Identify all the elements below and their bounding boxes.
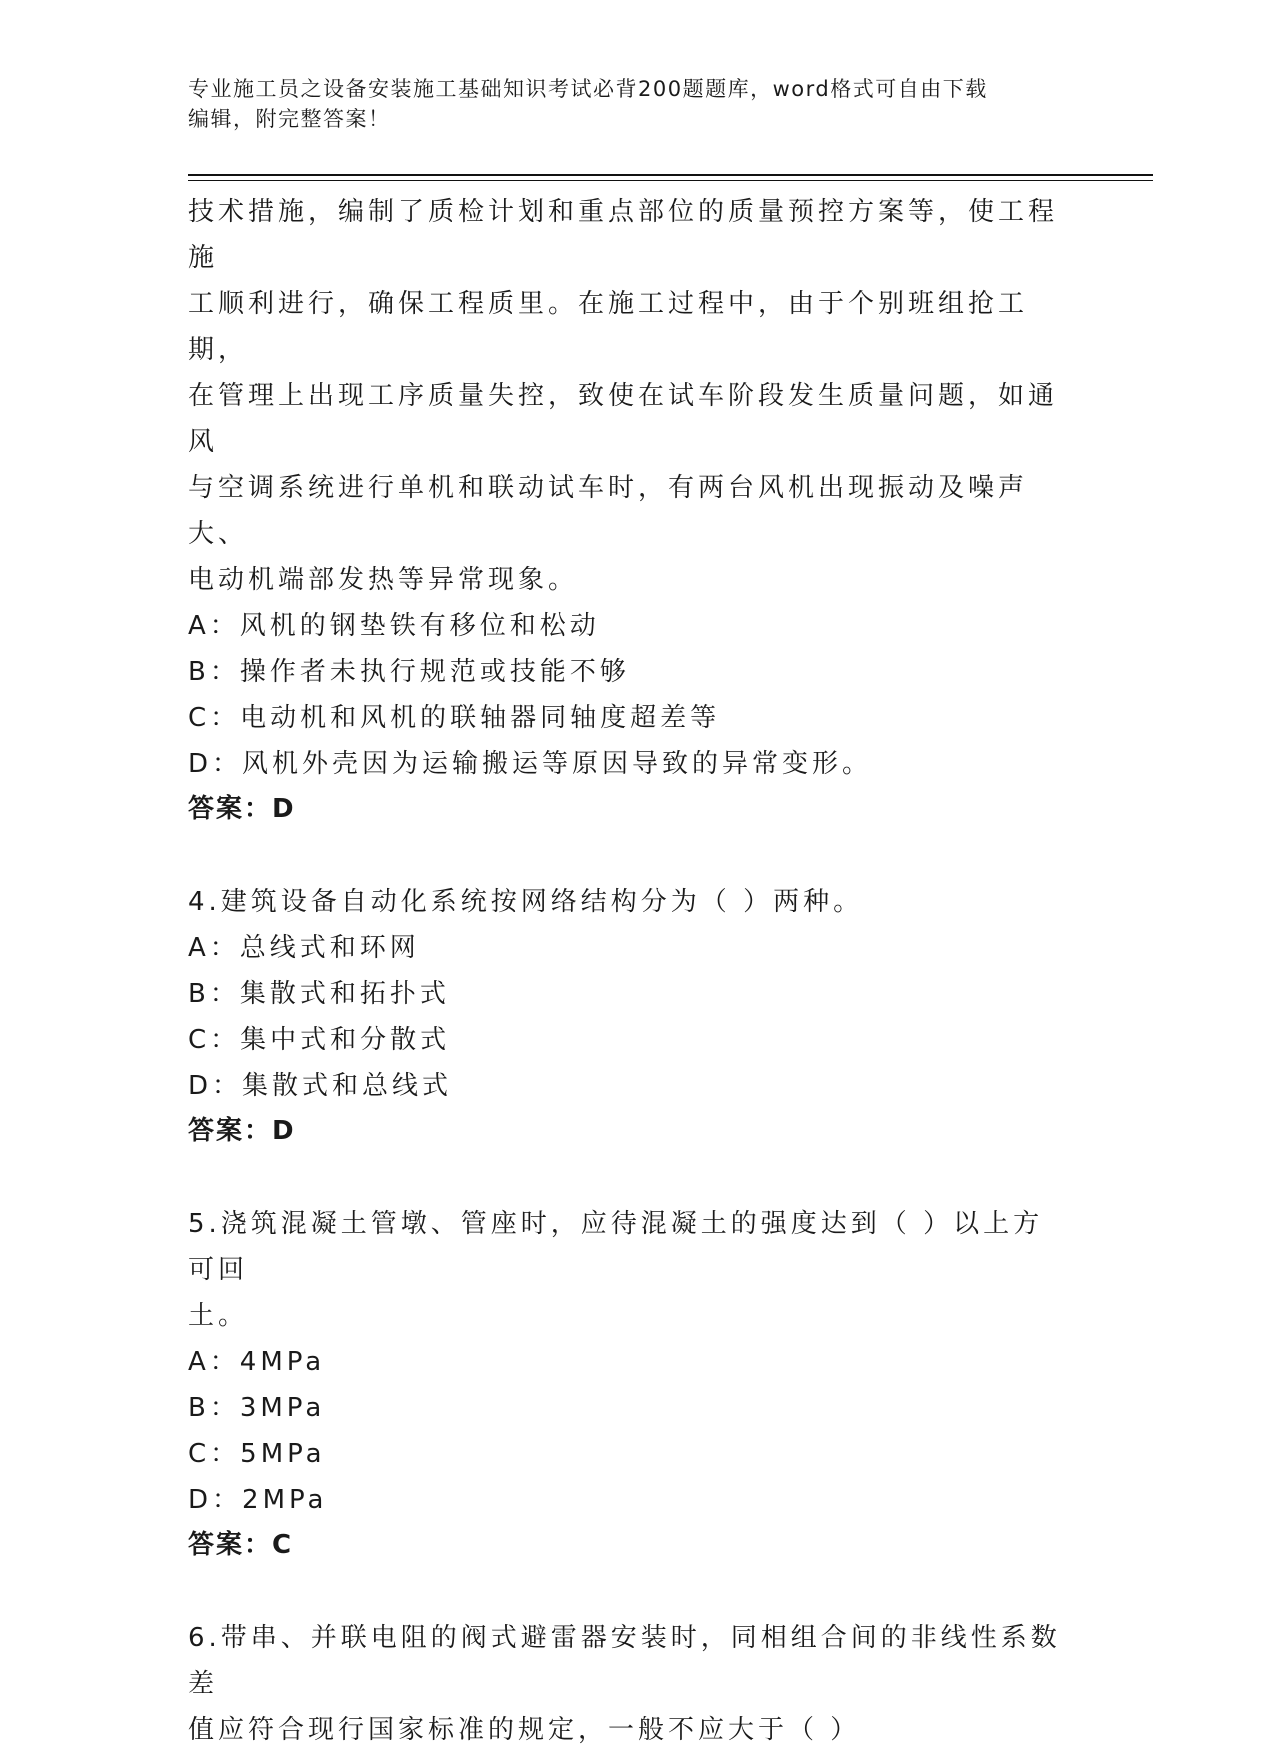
question-stem-line: 工顺利进行，确保工程质里。在施工过程中，由于个别班组抢工期， bbox=[188, 289, 1029, 365]
question-4 bbox=[188, 879, 1068, 1153]
question-content bbox=[188, 189, 1068, 1753]
question-5 bbox=[188, 1201, 1068, 1567]
spacer bbox=[188, 831, 1068, 879]
question-stem-line: 与空调系统进行单机和联动试车时，有两台风机出现振动及噪声大、 bbox=[188, 473, 1029, 549]
question-6 bbox=[188, 1615, 1068, 1753]
option-b: B：操作者未执行规范或技能不够 bbox=[188, 657, 630, 687]
question-stem-line: 在管理上出现工序质量失控，致使在试车阶段发生质量问题，如通风 bbox=[188, 381, 1059, 457]
answer: 答案：D bbox=[188, 794, 296, 824]
option-a: A：4MPa bbox=[188, 1347, 326, 1377]
option-d: D：风机外壳因为运输搬运等原因导致的异常变形。 bbox=[188, 749, 873, 779]
option-c: C：电动机和风机的联轴器同轴度超差等 bbox=[188, 703, 721, 733]
header-title-line-1: 专业施工员之设备安装施工基础知识考试必背200题题库，word格式可自由下载 bbox=[188, 77, 988, 101]
spacer bbox=[188, 1153, 1068, 1201]
question-3 bbox=[188, 189, 1068, 831]
option-b: B：集散式和拓扑式 bbox=[188, 979, 450, 1009]
header-divider-thick bbox=[188, 174, 1153, 176]
question-stem-line: 4.建筑设备自动化系统按网络结构分为（ ）两种。 bbox=[188, 887, 864, 917]
spacer bbox=[188, 1567, 1068, 1615]
answer: 答案：C bbox=[188, 1530, 294, 1560]
option-b: B：3MPa bbox=[188, 1393, 326, 1423]
option-d: D：2MPa bbox=[188, 1485, 328, 1515]
question-stem-line: 土。 bbox=[188, 1301, 249, 1331]
question-stem-line: 值应符合现行国家标准的规定，一般不应大于（ ） bbox=[188, 1715, 861, 1745]
question-stem-line: 6.带串、并联电阻的阀式避雷器安装时，同相组合间的非线性系数差 bbox=[188, 1623, 1061, 1699]
option-c: C：5MPa bbox=[188, 1439, 326, 1469]
document-header bbox=[188, 74, 1088, 134]
answer: 答案：D bbox=[188, 1116, 296, 1146]
question-stem-line: 技术措施，编制了质检计划和重点部位的质量预控方案等，使工程施 bbox=[188, 197, 1059, 273]
option-c: C：集中式和分散式 bbox=[188, 1025, 451, 1055]
option-d: D：集散式和总线式 bbox=[188, 1071, 453, 1101]
header-divider-thin bbox=[188, 180, 1153, 181]
question-stem-line: 电动机端部发热等异常现象。 bbox=[188, 565, 579, 595]
question-stem-line: 5.浇筑混凝土管墩、管座时，应待混凝土的强度达到（ ）以上方可回 bbox=[188, 1209, 1044, 1285]
option-a: A：风机的钢垫铁有移位和松动 bbox=[188, 611, 600, 641]
option-a: A：总线式和环网 bbox=[188, 933, 420, 963]
header-title-line-2: 编辑，附完整答案！ bbox=[188, 107, 391, 131]
